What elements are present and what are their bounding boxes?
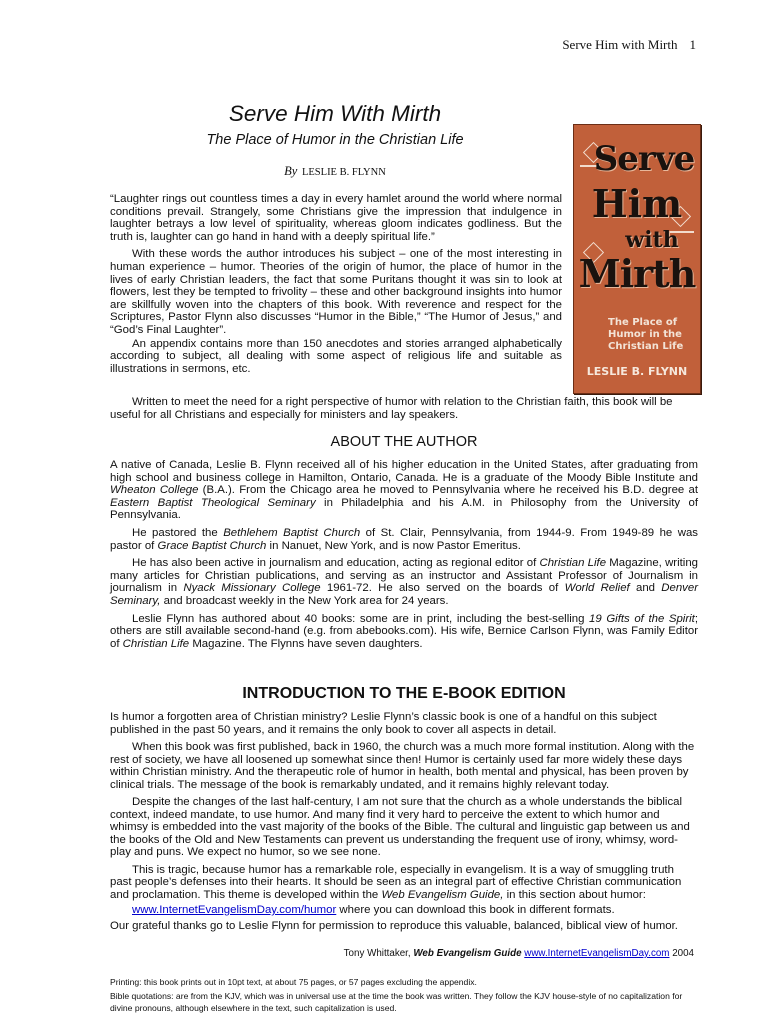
ebook-intro-heading: INTRODUCTION TO THE E-BOOK EDITION: [242, 685, 566, 702]
signature-guide: Web Evangelism Guide: [413, 948, 522, 959]
book-subtitle: The Place of Humor in the Christian Life: [206, 132, 464, 148]
signature-name: Tony Whittaker,: [343, 948, 414, 959]
humor-page-link[interactable]: www.InternetEvangelismDay.com/humor: [132, 904, 337, 916]
description-paragraph: With these words the author introduces his subject – one of the most interesting in human experience – humor. Theories of the origin of humor, the place of humor in the lives of early Christian leaders, the fact that some Puritans thought it was sin to look at flowers, lest they be tempted to frivolity – these and other background insights into humor are skillfully woven into the chapters of this book. With reverence and respect for the Scriptures, Pastor Flynn also discusses “Humor in the Bible,” “The Humor of Jesus,” and “God’s Final Laughter”.: [110, 248, 562, 336]
cover-tagline-1: The Place of: [608, 317, 678, 328]
about-paragraph: He has also been active in journalism and education, acting as regional editor of Christian Life Magazine, writing many articles for Christian publications, and serving as an instructor and Assistant Professor of Journalism in journalism in Nyack Missionary College 1961-72. He also served on the boards of World Relief and Denver Seminary, and broadcast weekly in the New York area for 24 years.: [110, 557, 699, 607]
description-paragraph-wide: Written to meet the need for a right perspective of humor with relation to the Christian faith, this book will be useful for all Christians and especially for ministers and lay speakers.: [110, 396, 673, 421]
book-cover-image: [573, 124, 701, 394]
signature-year: 2004: [669, 948, 694, 959]
ebook-link-line: www.InternetEvangelismDay.com/humor where you can download this book in different formats.: [132, 904, 615, 916]
byline-author: LESLIE B. FLYNN: [301, 167, 386, 178]
ebook-paragraph: This is tragic, because humor has a remarkable role, especially in evangelism. It is a way of smuggling truth past people’s defenses into their hearts. It should be seen as an integral part of effective Christian communication and proclamation. This theme is developed within the Web Evangelism Guide, in this section about humor:: [110, 863, 682, 901]
ebook-paragraph: Is humor a forgotten area of Christian ministry? Leslie Flynn’s classic book is one of a handful on this subject published in the past 50 years, and it remains the only book to cover all aspects in detail.: [110, 711, 657, 736]
ebook-intro-section: [110, 711, 698, 932]
byline: [110, 164, 560, 179]
cover-title-line1: Serve: [593, 139, 695, 179]
book-description: [110, 193, 562, 375]
description-paragraph: An appendix contains more than 150 anecdotes and stories arranged alphabetically according to subject, all dealing with some aspect of religious life and suitable as illustrations in sermons, etc.: [110, 337, 562, 375]
cover-title-line4: Mirth: [578, 251, 696, 296]
running-title: Serve Him with Mirth: [562, 37, 678, 52]
cover-tagline: [608, 317, 696, 353]
bible-quotations-note: Bible quotations: are from the KJV, which was in universal use at the time the book was written. They follow the KJV house-style of no capitalization for divine pronouns, although elsewhere in the text, such capitalization is used.: [110, 991, 683, 1013]
about-paragraph: He pastored the Bethlehem Baptist Church of St. Clair, Pennsylvania, from 1944-9. From 1949-89 he was pastor of Grace Baptist Church in Nanuet, New York, and is now Pastor Emeritus.: [110, 526, 699, 552]
about-paragraph: Leslie Flynn has authored about 40 books: some are in print, including the best-selling 19 Gifts of the Spirit; others are still available second-hand (e.g. from abebooks.com). His wife, Bernice Carlson Flynn, was Family Editor of Christian Life Magazine. The Flynns have seven daughters.: [110, 612, 699, 650]
byline-by: By: [284, 164, 298, 178]
signature: [110, 948, 694, 959]
footnotes: [110, 977, 698, 1017]
cover-title-line2: Him: [591, 181, 683, 226]
printing-note: Printing: this book prints out in 10pt text, at about 75 pages, or 57 pages excluding the appendix.: [110, 977, 477, 987]
running-header: [562, 37, 696, 53]
ebook-paragraph: Despite the changes of the last half-century, I am not sure that the church as a whole understands the biblical context, indeed mandate, to use humor. And many find it very hard to perceive the extent to which humor and whimsy is embedded into the vast majority of the books of the Bible. The cultural and linguistic gap between us and the books of the Old and New Testaments can prevent us understanding the frequent use of irony, whimsy, word-play and puns. We expect no humor, so we see none.: [110, 796, 690, 858]
site-link[interactable]: www.InternetEvangelismDay.com: [524, 948, 670, 959]
about-author-heading: ABOUT THE AUTHOR: [330, 434, 478, 450]
page-number: 1: [689, 37, 696, 52]
cover-tagline-2: Humor in the: [608, 329, 682, 340]
cover-tagline-3: Christian Life: [608, 341, 684, 352]
cover-title-line3: with: [625, 227, 679, 253]
book-title: Serve Him With Mirth: [228, 101, 442, 126]
about-paragraph: A native of Canada, Leslie B. Flynn received all of his higher education in the United States, after graduating from high school and business college in Hamilton, Ontario, Canada. He is a graduate of the Moody Bible Institute and Wheaton College (B.A.). From the Chicago area he moved to Pennsylvania where he received his B.D. degree at Eastern Baptist Theological Seminary in Philadelphia and his A.M. in Philosophy from the University of Pennsylvania.: [110, 459, 698, 522]
ebook-paragraph: When this book was first published, back in 1960, the church was a much more formal institution. Along with the rest of society, we have all loosened up somewhat since then! Humor is certainly used far more widely these days within Christian ministry. And the therapeutic role of humor in health, both mental and physical, has been proven by clinical trials. The message of the book is remarkably undated, and it remains highly relevant today.: [110, 741, 695, 791]
cover-author: LESLIE B. FLYNN: [586, 365, 688, 378]
about-author-section: [110, 459, 698, 650]
ebook-thanks: Our grateful thanks go to Leslie Flynn for permission to reproduce this valuable, balanced, biblical view of humor.: [110, 919, 678, 932]
description-quote: “Laughter rings out countless times a day in every hamlet around the world where normal conditions prevail. Strangely, some Christians give the impression that indulgence in laughter betrays a low level of spirituality, whereas gloom indicates godliness. But the truth is, laughter can go hand in hand with a deeply spiritual life.”: [110, 193, 562, 243]
